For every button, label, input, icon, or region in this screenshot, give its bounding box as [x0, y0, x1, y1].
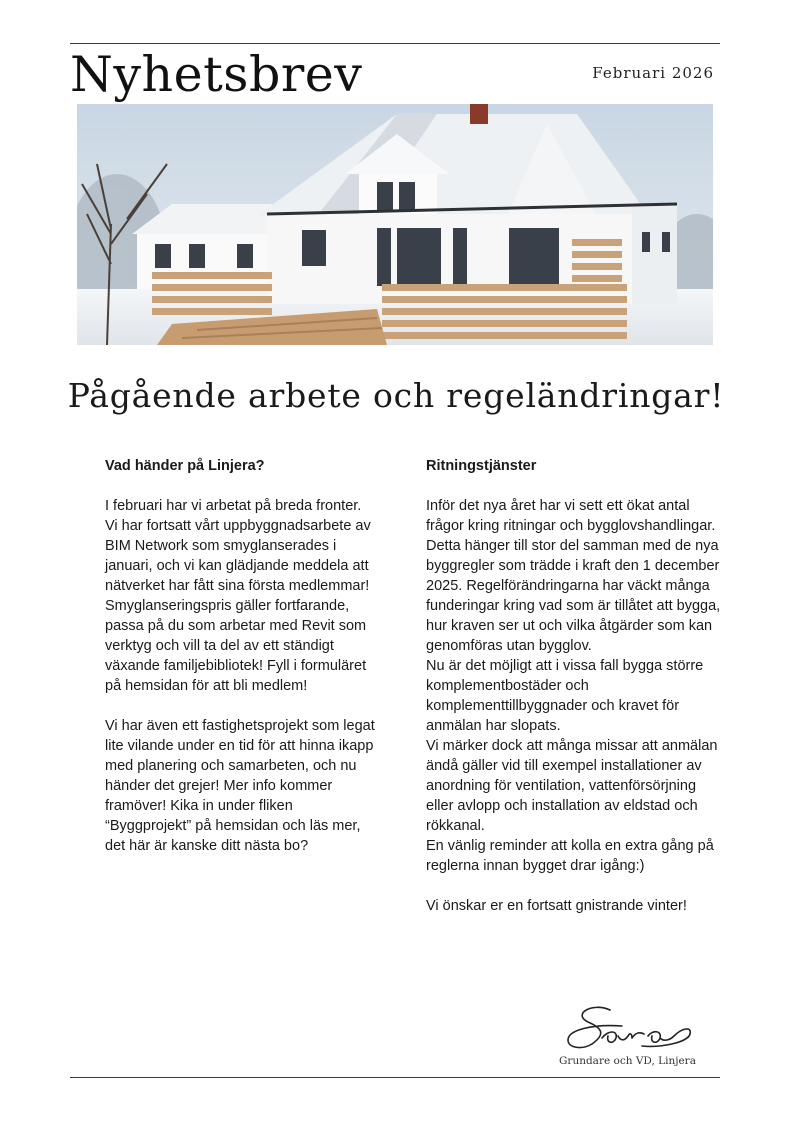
- right-text-3: Vi märker dock att många missar att anmälan ändå gäller vid till exempel installationer av anordning för ventilation, vattenförsörjning eller avlopp och installation av eldstad och rökkanal.: [426, 738, 718, 834]
- hero-image: [77, 104, 713, 345]
- right-text-4: En vänlig reminder att kolla en extra gång på reglerna innan bygget drar igång:): [426, 838, 714, 874]
- newsletter-title: Nyhetsbrev: [70, 46, 363, 103]
- handwritten-signature: [562, 1000, 702, 1056]
- left-paragraph-2: Vi har även ett fastighetsprojekt som legat lite vilande under en tid för att hinna ikapp med planering och samarbeten, och nu händer det grejer! Mer info kommer framöver! Kika in under fliken “Byggprojekt” på hemsidan och läs mer, det här är kanske ditt nästa bo?: [105, 718, 375, 854]
- signature-caption: Grundare och VD, Linjera: [559, 1055, 696, 1067]
- closing-text: Vi önskar er en fortsatt gnistrande vinter!: [426, 898, 687, 914]
- main-headline: Pågående arbete och regeländringar!: [67, 376, 725, 415]
- left-column: [105, 456, 375, 876]
- bottom-divider: [70, 1077, 720, 1078]
- right-text-2: Nu är det möjligt att i vissa fall bygga större komplementbostäder och komplementtillbyggnader och kravet för anmälan har slopats.: [426, 658, 704, 734]
- right-text-1: Inför det nya året har vi sett ett ökat antal frågor kring ritningar och bygglovshandlingar. Detta hänger till stor del samman med de nya byggregler som trädde i kraft den 1 december 2025. Regelförändringarna har väckt många funderingar kring vad som är tillåtet att bygga, hur kraven ser ut och vilka åtgärder som kan genomföras utan bygglov.: [426, 498, 721, 654]
- right-column-heading: Ritningstjänster: [426, 458, 537, 474]
- issue-date: Februari 2026: [592, 64, 714, 82]
- left-paragraph-1: I februari har vi arbetat på breda fronter. Vi har fortsatt vårt uppbyggnadsarbete av BIM Network som smyglanserades i januari, och vi kan glädjande meddela att nätverket har fått sina första medlemmar! Smyglanseringspris gäller fortfarande, passa på du som arbetar med Revit som verktyg och vill ta del av ett ständigt växande familjebibliotek! Fyll i formuläret på hemsidan för att bli medlem!: [105, 498, 371, 694]
- right-column: [426, 456, 726, 936]
- left-column-heading: Vad händer på Linjera?: [105, 458, 265, 474]
